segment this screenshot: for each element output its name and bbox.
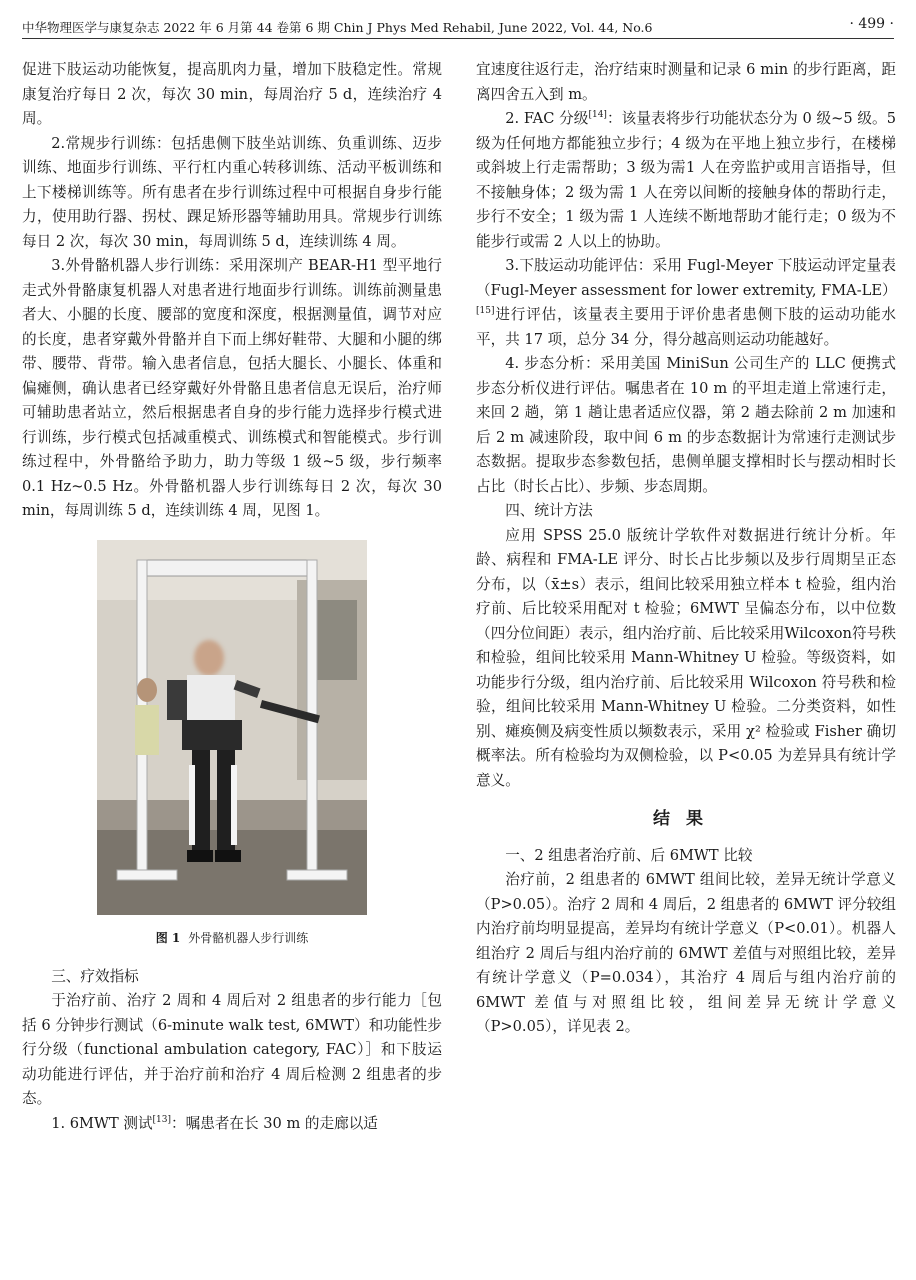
reference-13[interactable]: [13]: [152, 1114, 172, 1125]
paragraph: 2.常规步行训练：包括患侧下肢坐站训练、负重训练、迈步训练、地面步行训练、平行杠内重心转移训练、活动平板训练和上下楼梯训练等。所有患者在步行训练过程中可根据自身步行能力，使用助行器、拐杖、踝足矫形器等辅助用具。常规步行训练每日 2 次，每次 30 min，每周训练 5 d，连续训练 4 周。: [22, 134, 442, 250]
running-header: [22, 12, 894, 39]
paragraph: [476, 107, 896, 254]
paragraph: 于治疗前、治疗 2 周和 4 周后对 2 组患者的步行能力［包括 6 分钟步行测试（6-minute walk test, 6MWT）和功能性步行分级（functional ambulation category, FAC）］和下肢运动功能进行评估，并于治疗前和治疗 4 周后检测 2 组患者的步态。: [22, 992, 442, 1107]
journal-citation: 中华物理医学与康复杂志 2022 年 6 月第 44 卷第 6 期 Chin J Phys Med Rehabil, June 2022, Vol. 44, No.6: [22, 20, 653, 35]
paragraph-text: 进行评估，该量表主要用于评价患者患侧下肢的运动功能水平，共 17 项，总分 34 分，得分越高则运动功能越好。: [476, 306, 896, 348]
section-heading: 四、统计方法: [505, 502, 593, 519]
subheading: 1. 6MWT 测试: [51, 1114, 153, 1132]
figure-caption: [22, 929, 442, 947]
exoskeleton-photo: [97, 540, 367, 915]
paragraph: 应用 SPSS 25.0 版统计学软件对数据进行统计分析。年龄、病程和 FMA-LE 评分、时长占比步频以及步行周期呈正态分布，以（x̄±s）表示，组间比较采用独立样本 t 检验，组内治疗前、后比较采用配对 t 检验；6MWT 呈偏态分布，以中位数（四分位间距）表示，组内治疗前、后比较采用Wilcoxon符号秩和检验，组间比较采用 Mann-Whitney U 检验。等级资料，如功能步行分级，组内治疗前、后比较采用 Wilcoxon 符号秩和检验，组间比较采用 Mann-Whitney U 检验。二分类资料，如性别、瘫痪侧及病变性质以频数表示，采用 χ² 检验或 Fisher 确切概率法。所有检验均为双侧检验，以 P<0.05 为差异具有统计学意义。: [476, 526, 896, 789]
paragraph: 促进下肢运动功能恢复，提高肌肉力量，增加下肢稳定性。常规康复治疗每日 2 次，每次 30 min，每周治疗 5 d，连续治疗 4 周。: [22, 61, 442, 127]
paragraph: [476, 254, 896, 352]
figure-caption-text: 外骨骼机器人步行训练: [188, 930, 309, 945]
paragraph: 宜速度往返行走，治疗结束时测量和记录 6 min 的步行距离，距离四舍五入到 m。: [476, 61, 896, 103]
figure-label: 图 1: [155, 930, 181, 945]
subheading: 2. FAC 分级: [505, 110, 589, 127]
paragraph: 4. 步态分析：采用美国 MiniSun 公司生产的 LLC 便携式步态分析仪进行评估。嘱患者在 10 m 的平坦走道上常速行走，来回 2 趟，第 1 趟让患者适应仪器，第 2 趟去除前 2 m 加速和后 2 m 减速阶段，取中间 6 m 的步态数据计为常速行走测试步态数据。提取步态参数包括，患侧单腿支撑相时长与摆动相时长占比（时长占比）、步频、步态周期。: [476, 355, 896, 495]
paragraph-text: ：嘱患者在长 30 m 的走廊以适: [171, 1114, 378, 1132]
paragraph: [22, 1112, 442, 1137]
paragraph: 治疗前，2 组患者的 6MWT 组间比较，差异无统计学意义（P>0.05）。治疗 2 周和 4 周后，2 组患者的 6MWT 评分较组内治疗前均明显提高，差异均有统计学意义（P<0.01）。机器人组治疗 2 周后与组内治疗前的 6MWT 差值与对照组比较，差异有统计学意义（P=0.034），其治疗 4 周后与组内治疗前的 6MWT 差值与对照组比较，组间差异无统计学意义（P>0.05），详见表 2。: [476, 871, 896, 1035]
figure-1-photo: [97, 540, 367, 915]
subheading: 3.下肢运动功能评估：采用 Fugl-Meyer 下肢运动评定量表（Fugl-Meyer assessment for lower extremity, FMA-LE）: [476, 257, 897, 299]
page-number: · 499 ·: [849, 16, 894, 32]
left-column: [22, 58, 442, 1136]
subsection-heading: 一、2 组患者治疗前、后 6MWT 比较: [505, 846, 753, 864]
reference-15[interactable]: [15]: [476, 306, 495, 317]
reference-14[interactable]: [14]: [588, 110, 607, 121]
right-column: [476, 58, 896, 1040]
section-heading: 三、疗效指标: [51, 967, 139, 985]
paragraph-text: ：该量表将步行功能状态分为 0 级~5 级。5 级为任何地方都能独立步行；4 级为在平地上独立步行，在楼梯或斜坡上行走需帮助；3 级为需1 人在旁监护或用言语指导，但不接触身体；2 级为需 1 人在旁以间断的接触身体的帮助行走，步行不安全；1 级为需 1 人连续不断地帮助才能行走；0 级为不能步行或需 2 人以上的协助。: [476, 110, 896, 250]
paragraph: 3.外骨骼机器人步行训练：采用深圳产 BEAR-H1 型平地行走式外骨骼康复机器人对患者进行地面步行训练。训练前测量患者大、小腿的长度、腰部的宽度和深度，根据测量值，调节对应的长度，患者穿戴外骨骼并自下而上绑好鞋带、大腿和小腿的绑带、腰带、背带。输入患者信息，包括大腿长、小腿长、体重和偏瘫侧，确认患者已经穿戴好外骨骼且患者信息无误后，治疗师可辅助患者站立，然后根据患者自身的步行能力选择步行模式进行训练，步行模式包括减重模式、训练模式和智能模式。步行训练过程中，外骨骼给予助力，助力等级 1 级~5 级，步行频率 0.1 Hz~0.5 Hz。外骨骼机器人步行训练每日 2 次，每次 30 min，每周训练 5 d，连续训练 4 周，见图 1。: [22, 257, 442, 519]
results-heading: 结果: [653, 809, 719, 829]
